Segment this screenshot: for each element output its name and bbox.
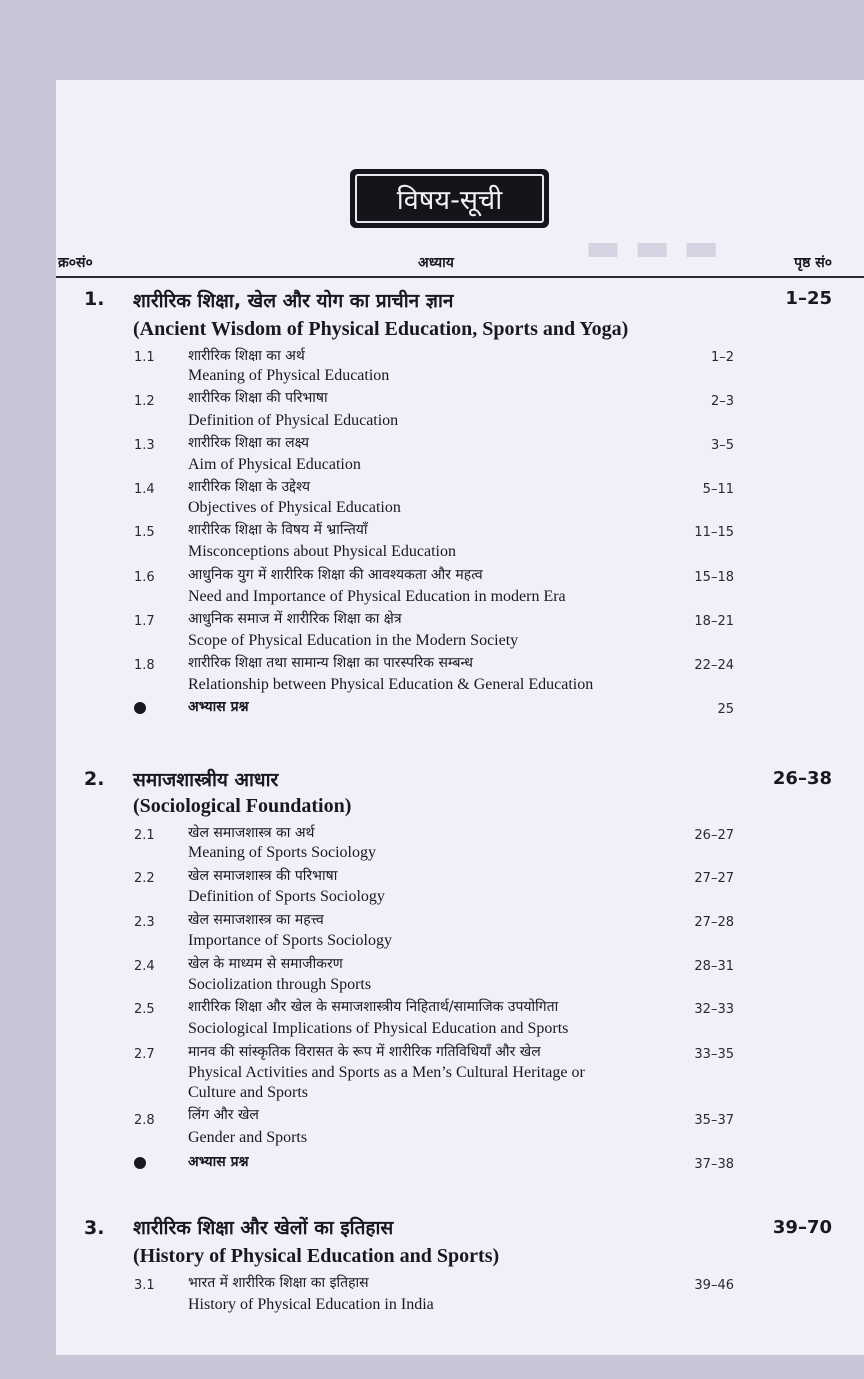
section-number: 1.7 bbox=[134, 614, 155, 629]
section-number: 1.6 bbox=[134, 570, 155, 585]
section-number: 2.5 bbox=[134, 1002, 155, 1017]
section-number: 2.1 bbox=[134, 828, 155, 843]
chapter-number: 2. bbox=[84, 768, 105, 790]
section-title-hi: शारीरिक शिक्षा का लक्ष्य bbox=[188, 435, 309, 451]
section-title-en: Importance of Sports Sociology bbox=[188, 932, 392, 949]
section-pages: 33–35 bbox=[694, 1047, 734, 1062]
section-number: 1.3 bbox=[134, 438, 155, 453]
section-title-en: Meaning of Physical Education bbox=[188, 367, 390, 384]
section-title-hi: खेल समाजशास्त्र का अर्थ bbox=[188, 825, 315, 841]
chapter-title-hi: शारीरिक शिक्षा और खेलों का इतिहास bbox=[133, 1217, 394, 1239]
section-title-en: Need and Importance of Physical Education in modern Era bbox=[188, 588, 566, 605]
header-chapter: अध्याय bbox=[418, 255, 454, 271]
section-title-en: Gender and Sports bbox=[188, 1129, 308, 1146]
chapter-title-hi: शारीरिक शिक्षा, खेल और योग का प्राचीन ज्ञान bbox=[133, 290, 454, 312]
section-title-en: Objectives of Physical Education bbox=[188, 499, 401, 516]
page-title: विषय-सूची bbox=[355, 174, 544, 223]
section-pages: 11–15 bbox=[694, 525, 734, 540]
section-title-en: Relationship between Physical Education & General Education bbox=[188, 676, 594, 693]
section-pages: 32–33 bbox=[694, 1002, 734, 1017]
section-title-hi: खेल समाजशास्त्र की परिभाषा bbox=[188, 868, 338, 884]
section-pages: 2–3 bbox=[710, 394, 734, 409]
section-title-hi: खेल के माध्यम से समाजीकरण bbox=[188, 956, 343, 972]
header-sno: क्र०सं० bbox=[58, 255, 93, 271]
section-number: 2.4 bbox=[134, 959, 155, 974]
section-number: 2.8 bbox=[134, 1113, 155, 1128]
chapter-number: 1. bbox=[84, 288, 105, 310]
exercise-title: अभ्यास प्रश्न bbox=[188, 1154, 249, 1170]
chapter-number: 3. bbox=[84, 1217, 105, 1239]
section-title-hi: मानव की सांस्कृतिक विरासत के रूप में शारीरिक गतिविधियाँ और खेल bbox=[188, 1044, 541, 1060]
section-pages: 15–18 bbox=[694, 570, 734, 585]
section-title-hi: आधुनिक युग में शारीरिक शिक्षा की आवश्यकता और महत्व bbox=[188, 567, 483, 583]
chapter-pages: 39–70 bbox=[772, 1217, 832, 1238]
section-title-hi: खेल समाजशास्त्र का महत्त्व bbox=[188, 912, 324, 928]
section-title-hi: शारीरिक शिक्षा और खेल के समाजशास्त्रीय निहितार्थ/सामाजिक उपयोगिता bbox=[188, 999, 559, 1015]
section-title-en: Definition of Sports Sociology bbox=[188, 888, 385, 905]
section-pages: 28–31 bbox=[694, 959, 734, 974]
section-pages: 39–46 bbox=[694, 1278, 734, 1293]
page-sheet bbox=[56, 80, 864, 1355]
section-number: 2.7 bbox=[134, 1047, 155, 1062]
header-page: पृष्ठ सं० bbox=[794, 255, 832, 271]
section-title-hi: शारीरिक शिक्षा तथा सामान्य शिक्षा का पारस्परिक सम्बन्ध bbox=[188, 655, 473, 671]
section-pages: 1–2 bbox=[710, 350, 734, 365]
chapter-title-en: (History of Physical Education and Sports) bbox=[133, 1245, 500, 1267]
section-title-en: History of Physical Education in India bbox=[188, 1296, 434, 1313]
chapter-title-en: (Sociological Foundation) bbox=[133, 795, 352, 817]
section-title-en: Sociological Implications of Physical Education and Sports bbox=[188, 1020, 569, 1037]
section-pages: 18–21 bbox=[694, 614, 734, 629]
section-pages: 22–24 bbox=[694, 658, 734, 673]
section-pages: 5–11 bbox=[702, 482, 734, 497]
bleed-through-decoration: ▬ ▬ ▬ bbox=[585, 225, 720, 269]
section-title-en: Definition of Physical Education bbox=[188, 412, 399, 429]
section-title-hi: लिंग और खेल bbox=[188, 1107, 259, 1123]
chapter-pages: 1–25 bbox=[785, 288, 832, 309]
section-title-en-cont: Culture and Sports bbox=[188, 1084, 308, 1101]
exercise-pages: 25 bbox=[717, 702, 734, 717]
section-title-en: Sociolization through Sports bbox=[188, 976, 372, 993]
bullet-icon bbox=[134, 1157, 146, 1169]
section-pages: 26–27 bbox=[694, 828, 734, 843]
section-title-en: Scope of Physical Education in the Modern Society bbox=[188, 632, 519, 649]
section-title-hi: शारीरिक शिक्षा का अर्थ bbox=[188, 348, 305, 364]
section-title-en: Aim of Physical Education bbox=[188, 456, 361, 473]
chapter-pages: 26–38 bbox=[772, 768, 832, 789]
section-number: 1.2 bbox=[134, 394, 155, 409]
chapter-title-en: (Ancient Wisdom of Physical Education, Sports and Yoga) bbox=[133, 318, 629, 340]
section-title-hi: शारीरिक शिक्षा की परिभाषा bbox=[188, 390, 328, 406]
bullet-icon bbox=[134, 702, 146, 714]
exercise-pages: 37–38 bbox=[694, 1157, 734, 1172]
section-pages: 3–5 bbox=[710, 438, 734, 453]
section-pages: 27–27 bbox=[694, 871, 734, 886]
chapter-title-hi: समाजशास्त्रीय आधार bbox=[133, 769, 279, 791]
section-pages: 27–28 bbox=[694, 915, 734, 930]
section-title-hi: आधुनिक समाज में शारीरिक शिक्षा का क्षेत्र bbox=[188, 611, 402, 627]
section-title-hi: शारीरिक शिक्षा के विषय में भ्रान्तियाँ bbox=[188, 522, 368, 538]
section-title-en: Meaning of Sports Sociology bbox=[188, 844, 376, 861]
section-number: 1.5 bbox=[134, 525, 155, 540]
section-number: 2.2 bbox=[134, 871, 155, 886]
section-number: 3.1 bbox=[134, 1278, 155, 1293]
section-title-hi: शारीरिक शिक्षा के उद्देश्य bbox=[188, 479, 311, 495]
section-number: 1.8 bbox=[134, 658, 155, 673]
header-rule bbox=[56, 276, 864, 278]
section-pages: 35–37 bbox=[694, 1113, 734, 1128]
exercise-title: अभ्यास प्रश्न bbox=[188, 699, 249, 715]
section-number: 2.3 bbox=[134, 915, 155, 930]
section-title-hi: भारत में शारीरिक शिक्षा का इतिहास bbox=[188, 1275, 369, 1291]
section-number: 1.4 bbox=[134, 482, 155, 497]
section-number: 1.1 bbox=[134, 350, 155, 365]
title-box bbox=[350, 169, 549, 228]
section-title-en: Physical Activities and Sports as a Men’s Cultural Heritage or bbox=[188, 1064, 585, 1081]
section-title-en: Misconceptions about Physical Education bbox=[188, 543, 456, 560]
